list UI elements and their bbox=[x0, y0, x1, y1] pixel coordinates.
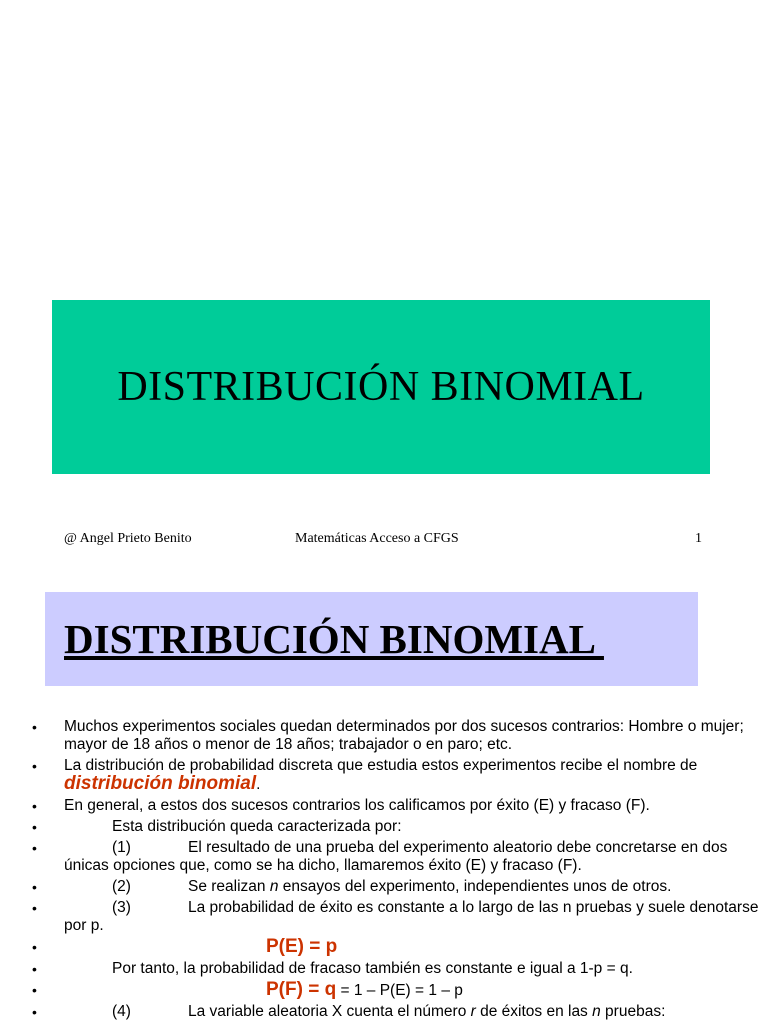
bullet-text: La distribución de probabilidad discreta que estudia estos experimentos recibe el nombre de bbox=[64, 757, 698, 774]
variable-n: n bbox=[269, 878, 279, 895]
item-number: (4) bbox=[112, 1003, 131, 1020]
bullet-text: pruebas: bbox=[600, 1003, 666, 1020]
list-item bbox=[0, 960, 768, 978]
variable-r: r bbox=[470, 1003, 476, 1020]
bullet-icon: • bbox=[32, 798, 37, 814]
item-number: (3) bbox=[112, 899, 131, 916]
list-item bbox=[0, 718, 768, 754]
list-item bbox=[0, 1003, 768, 1021]
bullet-icon: • bbox=[32, 840, 37, 856]
footer-page-number: 1 bbox=[695, 531, 702, 546]
bullet-text: de éxitos en las bbox=[475, 1003, 593, 1020]
list-item bbox=[0, 839, 768, 875]
footer-author: @ Angel Prieto Benito bbox=[64, 531, 192, 546]
bullet-text: Muchos experimentos sociales quedan determinados por dos sucesos contrarios: Hombre o mujer; mayor de 18 años o menor de 18 años; trabajador o en paro; etc. bbox=[64, 718, 744, 753]
bullet-text: . bbox=[256, 776, 261, 793]
bullet-text: Por tanto, la probabilidad de fracaso también es constante e igual a 1-p = q. bbox=[112, 960, 633, 977]
bullet-icon: • bbox=[32, 900, 37, 916]
list-item bbox=[0, 797, 768, 815]
item-number: (2) bbox=[112, 878, 131, 895]
list-item bbox=[0, 818, 768, 836]
bullet-icon: • bbox=[32, 719, 37, 735]
slide2-title-box bbox=[45, 592, 698, 686]
bullet-text: Esta distribución queda caracterizada por: bbox=[112, 818, 402, 835]
variable-n: n bbox=[592, 1003, 601, 1020]
bullet-icon: • bbox=[32, 1004, 37, 1020]
list-item bbox=[0, 981, 768, 1000]
formula-rest: = 1 – P(E) = 1 – p bbox=[336, 982, 463, 999]
slide2-title: DISTRIBUCIÓN BINOMIAL bbox=[64, 616, 604, 662]
bullet-text: La probabilidad de éxito es constante a lo largo de las n pruebas y suele denotarse por p. bbox=[64, 899, 759, 934]
list-item bbox=[0, 757, 768, 794]
slide1-title-box bbox=[52, 300, 710, 474]
highlight-term: distribución binomial bbox=[64, 773, 257, 794]
bullet-text: ensayos del experimento, independientes unos de otros. bbox=[278, 878, 672, 895]
formula-pe: P(E) = p bbox=[266, 936, 338, 957]
item-number: (1) bbox=[112, 839, 131, 856]
bullet-icon: • bbox=[32, 982, 37, 998]
bullet-text: Se realizan bbox=[188, 878, 270, 895]
list-item bbox=[0, 878, 768, 896]
bullet-icon: • bbox=[32, 939, 37, 955]
bullet-icon: • bbox=[32, 879, 37, 895]
bullet-text: En general, a estos dos sucesos contrarios los calificamos por éxito (E) y fracaso (F). bbox=[64, 797, 650, 814]
footer-course: Matemáticas Acceso a CFGS bbox=[295, 531, 459, 546]
formula-pf: P(F) = q bbox=[266, 979, 337, 1000]
bullet-icon: • bbox=[32, 961, 37, 977]
list-item bbox=[0, 899, 768, 935]
bullet-icon: • bbox=[32, 819, 37, 835]
bullet-text: La variable aleatoria X cuenta el número bbox=[188, 1003, 471, 1020]
bullet-text: El resultado de una prueba del experimento aleatorio debe concretarse en dos únicas opciones que, como se ha dicho, llamaremos éxito (E) y fracaso (F). bbox=[64, 839, 728, 874]
list-item bbox=[0, 938, 768, 957]
bullet-list bbox=[0, 718, 768, 1024]
slide1-title: DISTRIBUCIÓN BINOMIAL bbox=[117, 364, 645, 410]
bullet-icon: • bbox=[32, 758, 37, 774]
